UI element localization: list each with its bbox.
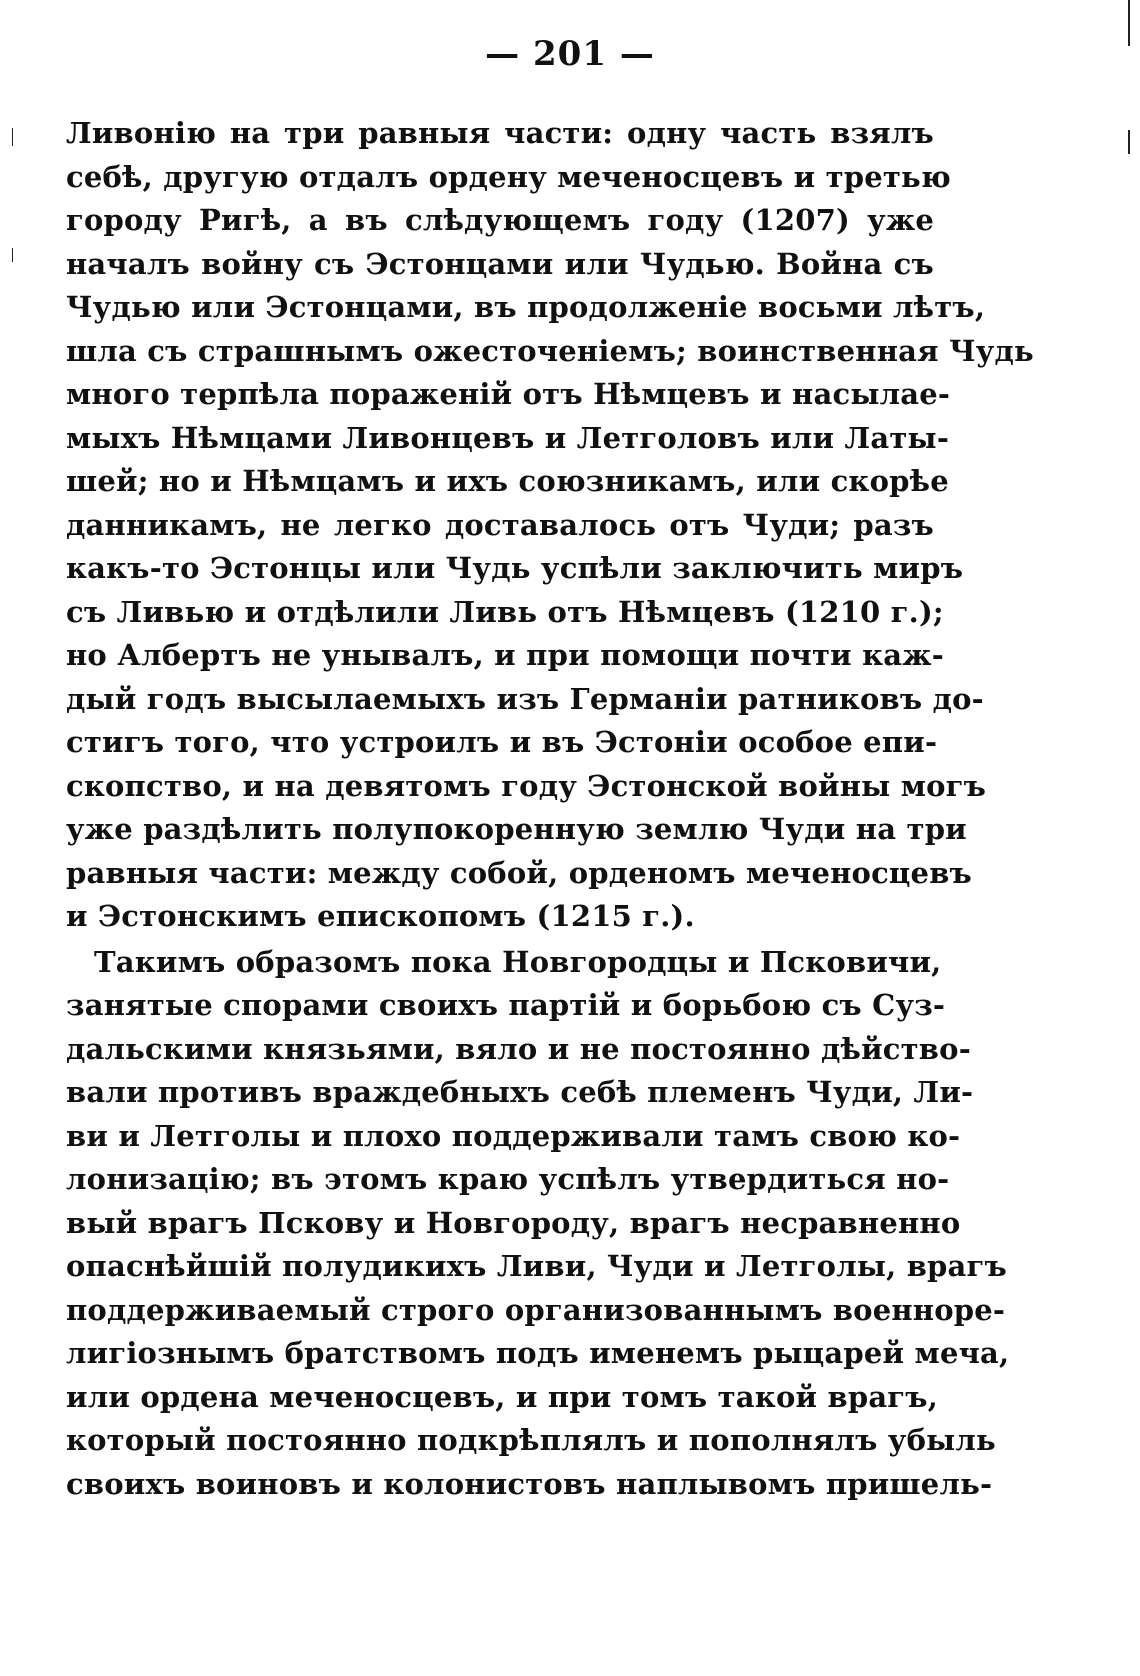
text-line: себѣ, другую отдалъ ордену меченосцевъ и третью <box>66 159 951 194</box>
page-number: — 201 — <box>485 34 655 74</box>
text-line: лонизацію; въ этомъ краю успѣлъ утвердиться но- <box>66 1162 950 1196</box>
text-line: шла съ страшнымъ ожесточеніемъ; воинственная Чудь <box>66 333 1034 368</box>
text-line: занятые спорами своихъ партій и борьбою съ Суз- <box>66 988 946 1022</box>
text-line: стигъ того, что устроилъ и въ Эстоніи особое епи- <box>66 725 938 759</box>
text-line: скопство, и на девятомъ году Эстонской войны могъ <box>66 768 987 803</box>
text-line: опаснѣйшій полудикихъ Ливи, Чуди и Летголы, врагъ <box>66 1249 1007 1283</box>
text-line: поддерживаемый строго организованнымъ военноре- <box>66 1292 1006 1327</box>
text-line: съ Ливью и отдѣлили Ливь отъ Нѣмцевъ (1210 г.); <box>66 594 944 629</box>
text-line: уже раздѣлить полупокоренную землю Чуди на три <box>66 812 967 846</box>
text-line: началъ войну съ Эстонцами или Чудью. Война съ <box>66 246 934 281</box>
text-line: но Албертъ не унывалъ, и при помощи почти каж- <box>66 638 944 672</box>
text-line: своихъ воиновъ и колонистовъ наплывомъ пришель- <box>66 1466 993 1501</box>
text-line: какъ-то Эстонцы или Чудь успѣли заключить миръ <box>66 551 964 585</box>
scan-edge-mark <box>1128 130 1130 154</box>
text-line: данникамъ, не легко доставалось отъ Чуди; разъ <box>66 507 934 542</box>
text-line: или ордена меченосцевъ, и при томъ такой врагъ, <box>66 1379 939 1414</box>
text-line: дальскими князьями, вяло и не постоянно дѣйство- <box>66 1031 971 1066</box>
paragraph <box>66 112 1034 939</box>
text-line: шей; но и Нѣмцамъ и ихъ союзникамъ, или скорѣе <box>66 464 949 498</box>
text-line: вали противъ враждебныхъ себѣ племенъ Чуди, Ли- <box>66 1075 974 1109</box>
text-line: городу Ригѣ, а въ слѣдующемъ году (1207) уже <box>66 203 934 237</box>
text-line: много терпѣла пораженій отъ Нѣмцевъ и насылае- <box>66 377 951 411</box>
text-line: который постоянно подкрѣплялъ и пополнялъ убыль <box>66 1423 996 1457</box>
text-line: лигіознымъ братствомъ подъ именемъ рыцарей меча, <box>66 1336 1010 1370</box>
text-line: и Эстонскимъ епископомъ (1215 г.). <box>66 899 695 933</box>
text-line: вый врагъ Пскову и Новгороду, врагъ несравненно <box>66 1205 961 1240</box>
text-line: ви и Летголы и плохо поддерживали тамъ свою ко- <box>66 1118 961 1153</box>
paragraph <box>66 941 1010 1507</box>
text-line: дый годъ высылаемыхъ изъ Германіи ратниковъ до- <box>66 681 984 716</box>
text-line: равныя части: между собой, орденомъ меченосцевъ <box>66 855 973 890</box>
scan-edge-mark <box>12 248 13 262</box>
text-line: Чудью или Эстонцами, въ продолженіе восьми лѣтъ, <box>66 290 986 324</box>
text-line: мыхъ Нѣмцами Ливонцевъ и Летголовъ или Латы- <box>66 420 950 455</box>
body-text <box>66 112 1034 1506</box>
text-line: Такимъ образомъ пока Новгородцы и Псковичи, <box>94 944 942 979</box>
text-line: Ливонію на три равныя части: одну часть взялъ <box>66 116 934 150</box>
scan-edge-mark <box>12 128 13 146</box>
